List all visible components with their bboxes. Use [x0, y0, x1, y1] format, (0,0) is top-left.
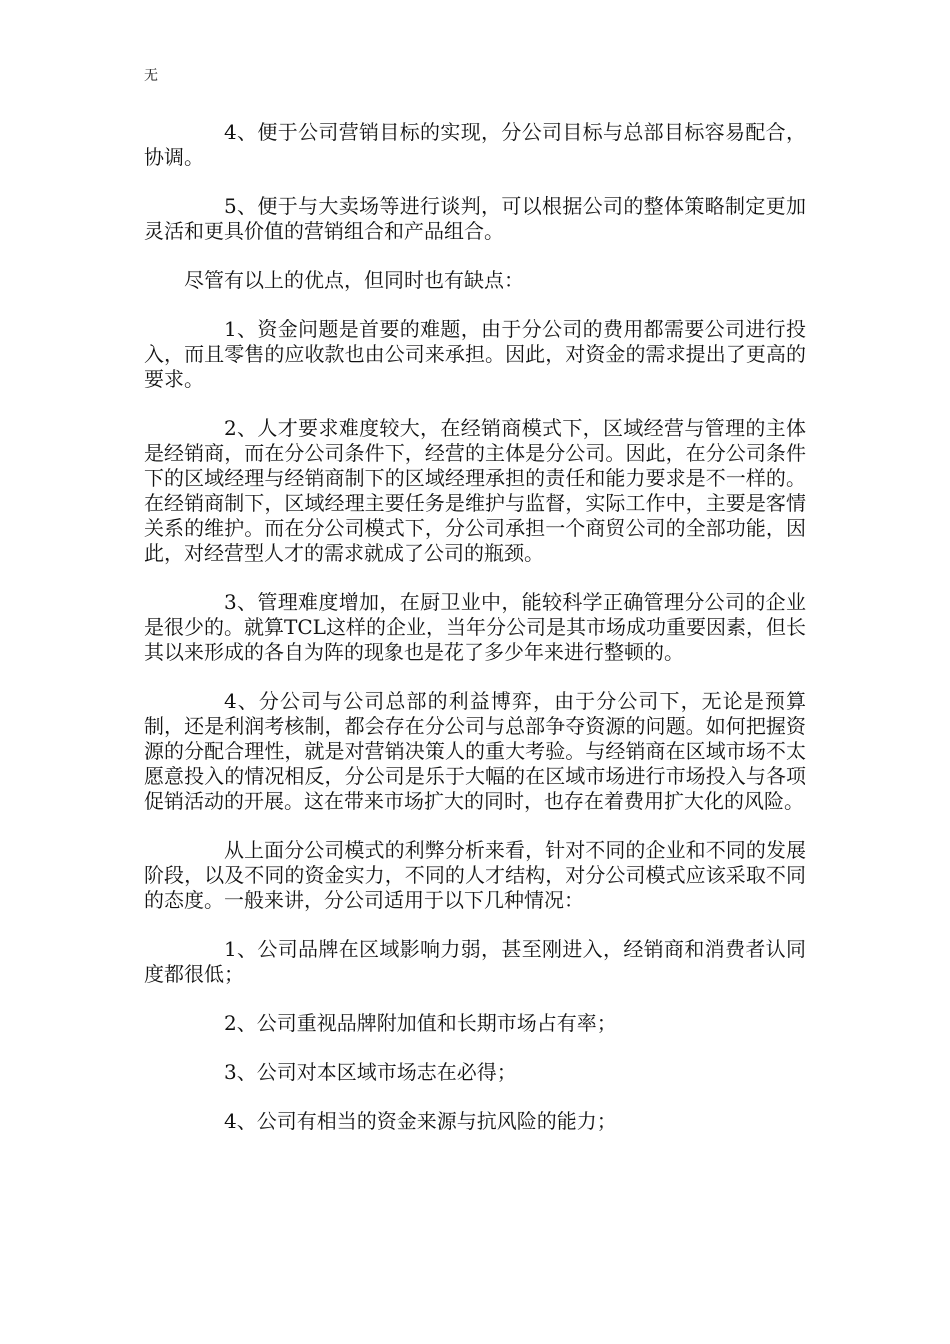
paragraph: 1、公司品牌在区域影响力弱，甚至刚进入，经销商和消费者认同度都很低；	[144, 937, 806, 986]
paragraph: 4、分公司与公司总部的利益博弈，由于分公司下，无论是预算制，还是利润考核制，都会存在分公司与总部争夺资源的问题。如何把握资源的分配合理性，就是对营销决策人的重大考验。与经销商在区域市场不太愿意投入的情况相反，分公司是乐于大幅的在区域市场进行市场投入与各项促销活动的开展。这在带来市场扩大的同时，也存在着费用扩大化的风险。	[144, 689, 806, 813]
paragraph: 尽管有以上的优点，但同时也有缺点：	[184, 268, 524, 292]
paragraph: 4、公司有相当的资金来源与抗风险的能力；	[224, 1109, 617, 1133]
page-header: 无	[144, 68, 158, 84]
paragraph: 3、管理难度增加，在厨卫业中，能较科学正确管理分公司的企业是很少的。就算TCL这样的企业，当年分公司是其市场成功重要因素，但长其以来形成的各自为阵的现象也是花了多少年来进行整顿的。	[144, 590, 806, 664]
paragraph: 5、便于与大卖场等进行谈判，可以根据公司的整体策略制定更加灵活和更具价值的营销组合和产品组合。	[144, 194, 806, 243]
paragraph: 2、公司重视品牌附加值和长期市场占有率；	[224, 1011, 617, 1035]
paragraph: 从上面分公司模式的利弊分析来看，针对不同的企业和不同的发展阶段，以及不同的资金实力，不同的人才结构，对分公司模式应该采取不同的态度。一般来讲，分公司适用于以下几种情况：	[144, 838, 806, 912]
paragraph: 2、人才要求难度较大，在经销商模式下，区域经营与管理的主体是经销商，而在分公司条件下，经营的主体是分公司。因此，在分公司条件下的区域经理与经销商制下的区域经理承担的责任和能力要求是不一样的。在经销商制下，区域经理主要任务是维护与监督，实际工作中，主要是客情关系的维护。而在分公司模式下，分公司承担一个商贸公司的全部功能，因此，对经营型人才的需求就成了公司的瓶颈。	[144, 416, 806, 565]
paragraph: 4、便于公司营销目标的实现，分公司目标与总部目标容易配合，协调。	[144, 120, 806, 169]
paragraph: 3、公司对本区域市场志在必得；	[224, 1060, 517, 1084]
paragraph: 1、资金问题是首要的难题，由于分公司的费用都需要公司进行投入，而且零售的应收款也由公司来承担。因此，对资金的需求提出了更高的要求。	[144, 317, 806, 391]
document-body	[144, 120, 806, 1158]
